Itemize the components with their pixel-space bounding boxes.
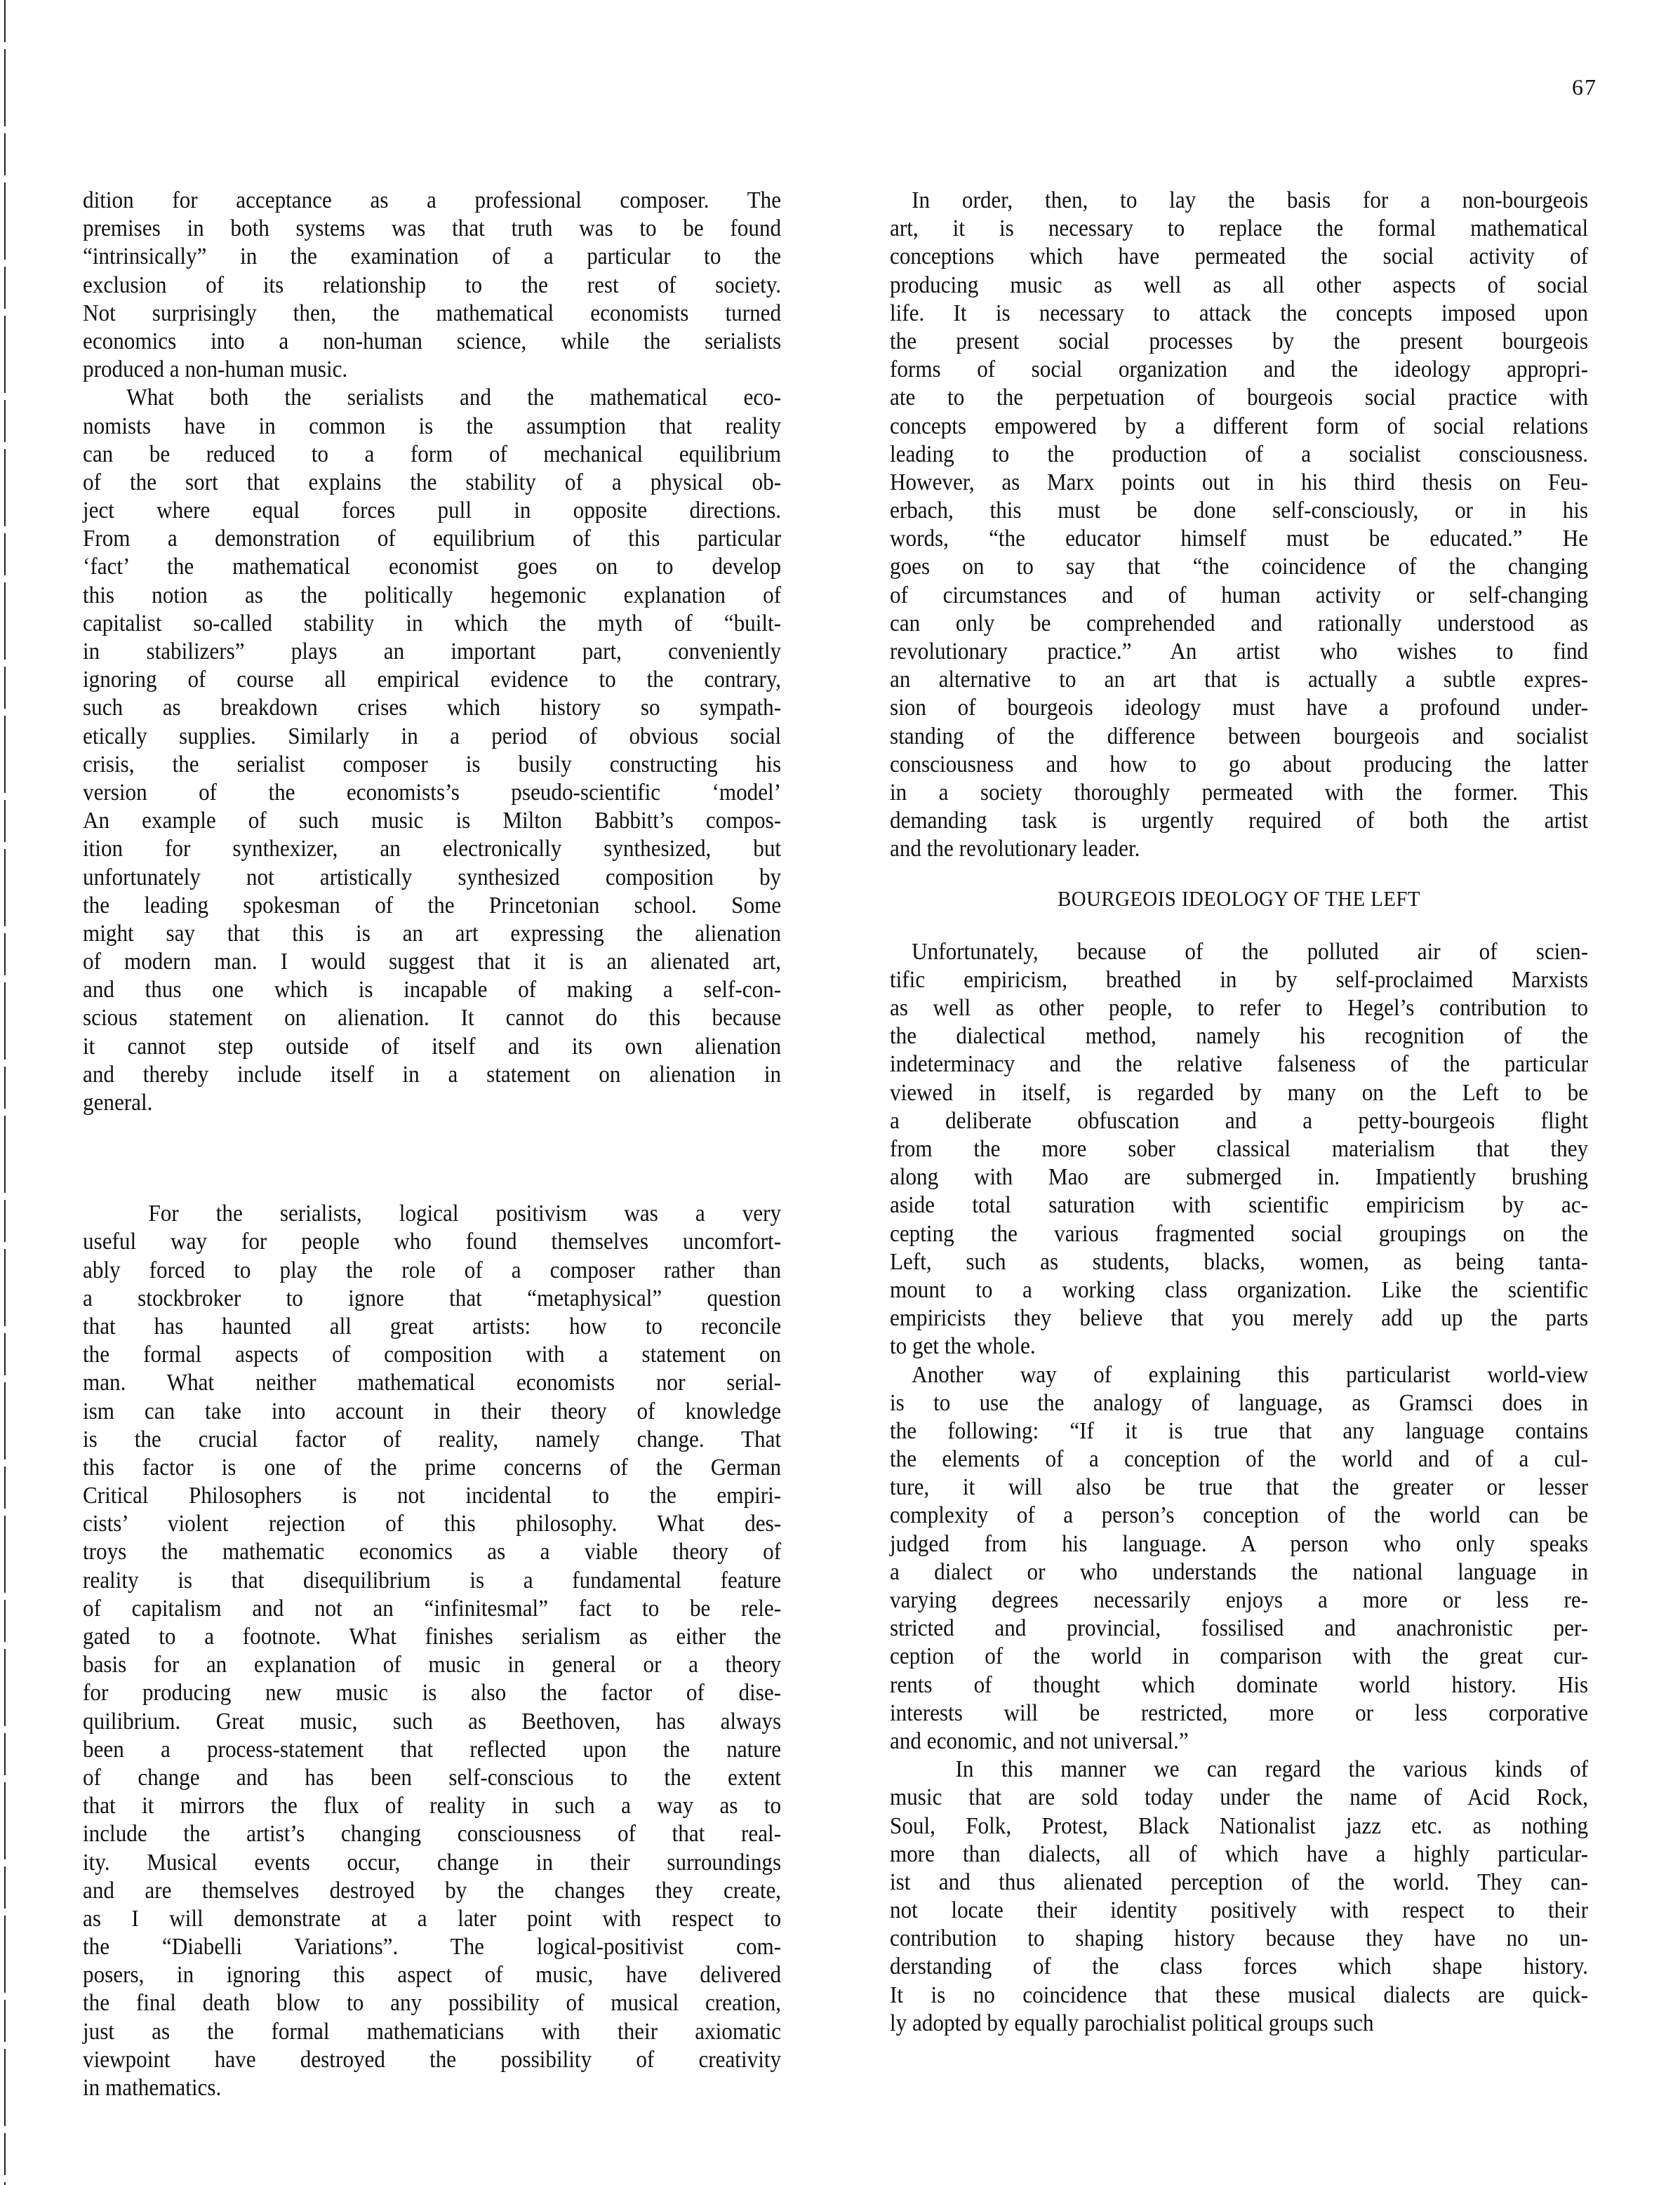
right-column xyxy=(890,187,1588,2038)
text-line: just as the formal mathematicians with their axiomatic xyxy=(83,2018,782,2045)
text-line: gated to a footnote. What finishes serialism as either the xyxy=(83,1624,782,1650)
text-line: etically supplies. Similarly in a period of obvious social xyxy=(83,723,782,749)
text-line: capitalist so-called stability in which the myth of “built- xyxy=(83,610,782,636)
paragraph xyxy=(890,1756,1588,2038)
text-line: cepting the various fragmented social groupings on the xyxy=(890,1220,1589,1247)
text-line: not locate their identity positively with respect to their xyxy=(890,1897,1589,1924)
text-line: quilibrium. Great music, such as Beethoven, has always xyxy=(83,1708,782,1735)
text-line: and the revolutionary leader. xyxy=(890,836,1140,862)
text-line: as well as other people, to refer to Hegel’s contribution to xyxy=(890,995,1589,1022)
text-line: conceptions which have permeated the social activity of xyxy=(890,243,1589,270)
text-line: basis for an explanation of music in general or a theory xyxy=(83,1652,782,1678)
text-line: of modern man. I would suggest that it is an alienated art, xyxy=(83,949,782,975)
text-line: ition for synthexizer, an electronically synthesized, but xyxy=(83,836,782,862)
text-line: Left, such as students, blacks, women, as being tanta- xyxy=(890,1248,1589,1275)
text-line: more than dialects, all of which have a highly particular- xyxy=(890,1840,1589,1867)
text-line: For the serialists, logical positivism was a very xyxy=(83,1201,782,1227)
text-line: demanding task is urgently required of both the artist xyxy=(890,808,1589,834)
text-line: of change and has been self-conscious to the extent xyxy=(83,1764,782,1791)
text-line: “intrinsically” in the examination of a particular to the xyxy=(83,243,782,270)
text-line: What both the serialists and the mathematical eco- xyxy=(83,385,782,411)
text-line: ‘fact’ the mathematical economist goes on to develop xyxy=(83,554,782,580)
text-line: an alternative to an art that is actually a subtle expres- xyxy=(890,667,1589,693)
text-line: leading to the production of a socialist consciousness. xyxy=(890,441,1589,467)
text-line: tific empiricism, breathed in by self-proclaimed Marxists xyxy=(890,966,1589,993)
paragraph xyxy=(83,384,781,1117)
text-line: However, as Marx points out in his third thesis on Feu- xyxy=(890,469,1589,495)
text-line: ate to the perpetuation of bourgeois social practice with xyxy=(890,385,1589,411)
text-line: general. xyxy=(83,1090,153,1116)
text-line: ignoring of course all empirical evidence to the contrary, xyxy=(83,667,782,693)
text-line: In this manner we can regard the various kinds of xyxy=(890,1756,1589,1783)
text-line: consciousness and how to go about producing the latter xyxy=(890,751,1589,777)
text-line: empiricists they believe that you merely add up the parts xyxy=(890,1305,1589,1332)
text-line: in stabilizers” plays an important part, conveniently xyxy=(83,639,782,664)
text-line: that has haunted all great artists: how to reconcile xyxy=(83,1313,782,1339)
text-line: ably forced to play the role of a composer rather than xyxy=(83,1257,782,1283)
text-line: a deliberate obfuscation and a petty-bourgeois flight xyxy=(890,1107,1589,1134)
text-line: scious statement on alienation. It cannot do this because xyxy=(83,1005,782,1031)
text-line: troys the mathematic economics as a viable theory of xyxy=(83,1539,782,1565)
text-line: crisis, the serialist composer is busily constructing his xyxy=(83,751,782,777)
text-line: ly adopted by equally parochialist political groups such xyxy=(890,2010,1374,2036)
text-line: the leading spokesman of the Princetonian school. Some xyxy=(83,892,782,918)
text-line: that it mirrors the flux of reality in such a way as to xyxy=(83,1793,782,1819)
text-line: is the crucial factor of reality, namely change. That xyxy=(83,1426,782,1452)
text-line: unfortunately not artistically synthesized composition by xyxy=(83,864,782,890)
text-line: complexity of a person’s conception of the world can be xyxy=(890,1502,1589,1529)
text-line: economics into a non-human science, while the serialists xyxy=(83,328,782,354)
text-line: in a society thoroughly permeated with the former. This xyxy=(890,779,1589,806)
text-line: such as breakdown crises which history so sympath- xyxy=(83,695,782,721)
text-line: judged from his language. A person who only speaks xyxy=(890,1530,1589,1557)
text-line: this factor is one of the prime concerns of the German xyxy=(83,1454,782,1481)
text-line: a dialect or who understands the national language in xyxy=(890,1558,1589,1585)
text-line: the “Diabelli Variations”. The logical-positivist com- xyxy=(83,1934,782,1960)
text-line: of the sort that explains the stability of a physical ob- xyxy=(83,469,782,495)
text-line: exclusion of its relationship to the rest of society. xyxy=(83,272,782,298)
text-line: derstanding of the class forces which shape history. xyxy=(890,1953,1589,1980)
text-line: concepts empowered by a different form of social relations xyxy=(890,413,1589,439)
text-line: art, it is necessary to replace the formal mathematical xyxy=(890,215,1589,242)
text-line: ject where equal forces pull in opposite directions. xyxy=(83,497,782,524)
text-line: aside total saturation with scientific empiricism by ac- xyxy=(890,1192,1589,1219)
text-line: man. What neither mathematical economists nor serial- xyxy=(83,1370,782,1396)
text-line: viewed in itself, is regarded by many on the Left to be xyxy=(890,1079,1589,1106)
text-line: is to use the analogy of language, as Gramsci does in xyxy=(890,1389,1589,1416)
paragraph xyxy=(890,938,1588,1361)
text-line: forms of social organization and the ideology appropri- xyxy=(890,356,1589,383)
text-line: It is no coincidence that these musical dialects are quick- xyxy=(890,1982,1589,2008)
text-line: the formal aspects of composition with a statement on xyxy=(83,1342,782,1368)
text-line: to get the whole. xyxy=(890,1333,1036,1360)
paragraph xyxy=(83,1200,781,2102)
text-line: been a process-statement that reflected upon the nature xyxy=(83,1736,782,1763)
text-line: sion of bourgeois ideology must have a profound under- xyxy=(890,695,1589,721)
text-line: useful way for people who found themselves uncomfort- xyxy=(83,1229,782,1255)
text-line: it cannot step outside of itself and its own alienation xyxy=(83,1033,782,1060)
text-line: Another way of explaining this particularist world-view xyxy=(890,1361,1589,1388)
paragraph-spacer xyxy=(83,1117,781,1200)
text-line: Soul, Folk, Protest, Black Nationalist jazz etc. as nothing xyxy=(890,1812,1589,1839)
text-line: posers, in ignoring this aspect of music, have delivered xyxy=(83,1962,782,1989)
text-line: along with Mao are submerged in. Impatiently brushing xyxy=(890,1164,1589,1191)
text-line: ture, it will also be true that the greater or lesser xyxy=(890,1474,1589,1501)
text-line: premises in both systems was that truth was to be found xyxy=(83,215,782,242)
text-line: this notion as the politically hegemonic explanation of xyxy=(83,582,782,608)
text-line: Unfortunately, because of the polluted air of scien- xyxy=(890,938,1589,965)
text-line: In order, then, to lay the basis for a non-bourgeois xyxy=(890,187,1589,213)
text-line: include the artist’s changing consciousness of that real- xyxy=(83,1821,782,1847)
page-number: 67 xyxy=(1572,74,1597,100)
text-line: viewpoint have destroyed the possibility of creativity xyxy=(83,2046,782,2073)
text-line: and economic, and not universal.” xyxy=(890,1728,1189,1754)
text-line: Not surprisingly then, the mathematical economists turned xyxy=(83,300,782,326)
text-line: stricted and provincial, fossilised and anachronistic per- xyxy=(890,1615,1589,1642)
text-line: from the more sober classical materialism that they xyxy=(890,1136,1589,1163)
text-line: words, “the educator himself must be educated.” He xyxy=(890,526,1589,552)
text-line: cists’ violent rejection of this philosophy. What des- xyxy=(83,1511,782,1537)
text-line: music that are sold today under the name of Acid Rock, xyxy=(890,1784,1589,1811)
text-line: producing music as well as all other aspects of social xyxy=(890,272,1589,298)
text-line: nomists have in common is the assumption that reality xyxy=(83,413,782,439)
text-line: the present social processes by the present bourgeois xyxy=(890,328,1589,354)
text-line: as I will demonstrate at a later point with respect to xyxy=(83,1905,782,1932)
text-line: and thereby include itself in a statement on alienation in xyxy=(83,1061,782,1088)
text-line: the following: “If it is true that any language contains xyxy=(890,1417,1589,1444)
text-line: can only be comprehended and rationally understood as xyxy=(890,610,1589,636)
text-line: From a demonstration of equilibrium of this particular xyxy=(83,526,782,552)
text-line: and thus one which is incapable of making a self-con- xyxy=(83,977,782,1003)
text-line: reality is that disequilibrium is a fundamental feature xyxy=(83,1567,782,1593)
text-line: dition for acceptance as a professional composer. The xyxy=(83,187,782,213)
text-line: for producing new music is also the factor of dise- xyxy=(83,1680,782,1706)
paragraph xyxy=(890,1361,1588,1756)
text-line: the elements of a conception of the world and of a cul- xyxy=(890,1446,1589,1473)
text-line: ist and thus alienated perception of the world. They can- xyxy=(890,1869,1589,1895)
text-line: interests will be restricted, more or less corporative xyxy=(890,1699,1589,1726)
scan-binding-edge xyxy=(4,0,6,2185)
left-column xyxy=(83,187,781,2102)
text-line: produced a non-human music. xyxy=(83,356,348,383)
text-line: erbach, this must be done self-consciously, or in his xyxy=(890,497,1589,524)
text-line: and are themselves destroyed by the changes they create, xyxy=(83,1877,782,1904)
text-line: version of the economists’s pseudo-scientific ‘model’ xyxy=(83,779,782,806)
text-line: life. It is necessary to attack the concepts imposed upon xyxy=(890,300,1589,326)
text-line: ity. Musical events occur, change in their surroundings xyxy=(83,1849,782,1876)
text-line: ception of the world in comparison with the great cur- xyxy=(890,1643,1589,1670)
text-line: rents of thought which dominate world history. His xyxy=(890,1671,1589,1698)
text-line: might say that this is an art expressing the alienation xyxy=(83,920,782,947)
text-line: varying degrees necessarily enjoys a more or less re- xyxy=(890,1587,1589,1614)
text-line: can be reduced to a form of mechanical equilibrium xyxy=(83,441,782,467)
text-line: indeterminacy and the relative falseness of the particular xyxy=(890,1051,1589,1078)
text-line: ism can take into account in their theory of knowledge xyxy=(83,1398,782,1424)
text-line: goes on to say that “the coincidence of the changing xyxy=(890,554,1589,580)
text-line: mount to a working class organization. Like the scientific xyxy=(890,1276,1589,1303)
text-line: of capitalism and not an “infinitesmal” fact to be rele- xyxy=(83,1595,782,1622)
text-line: contribution to shaping history because they have no un- xyxy=(890,1925,1589,1952)
text-line: the dialectical method, namely his recognition of the xyxy=(890,1023,1589,1050)
text-line: Critical Philosophers is not incidental to the empiri- xyxy=(83,1483,782,1509)
paragraph xyxy=(890,187,1588,864)
text-line: a stockbroker to ignore that “metaphysical” question xyxy=(83,1285,782,1311)
text-line: An example of such music is Milton Babbitt’s compos- xyxy=(83,808,782,834)
text-line: standing of the difference between bourgeois and socialist xyxy=(890,723,1589,749)
section-heading: BOURGEOIS IDEOLOGY OF THE LEFT xyxy=(1058,886,1420,911)
paragraph xyxy=(83,187,781,384)
text-line: of circumstances and of human activity or self-changing xyxy=(890,582,1589,608)
text-line: in mathematics. xyxy=(83,2075,222,2101)
text-line: revolutionary practice.” An artist who wishes to find xyxy=(890,639,1589,664)
text-line: the final death blow to any possibility of musical creation, xyxy=(83,1990,782,2017)
